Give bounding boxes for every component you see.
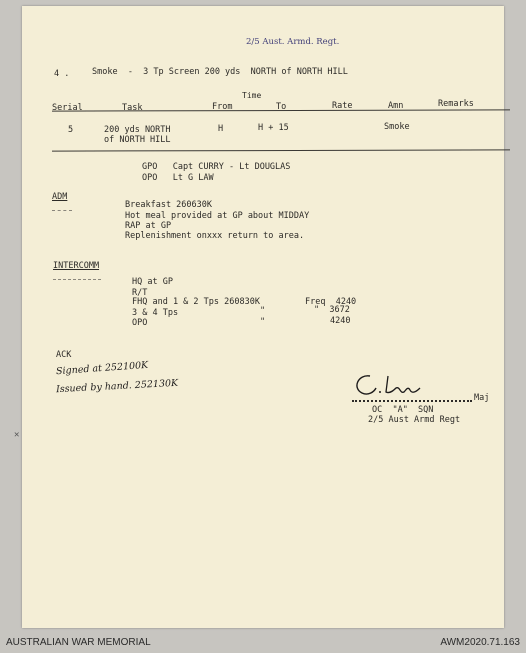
- adm-dash: [52, 210, 72, 211]
- document-page: [22, 6, 504, 628]
- gpo-line: GPO Capt CURRY - Lt DOUGLAS: [142, 162, 291, 172]
- footer-left: AUSTRALIAN WAR MEMORIAL: [6, 637, 151, 648]
- handwritten-signed: Signed at 252100K: [55, 359, 149, 378]
- col-rate: Rate: [332, 101, 353, 111]
- intercomm-row-3-label: OPO: [132, 318, 148, 328]
- item-number: 4 .: [54, 69, 70, 79]
- item-text: Smoke - 3 Tp Screen 200 yds NORTH of NORTH HILL: [92, 67, 348, 77]
- row-from: H: [218, 124, 224, 134]
- adm-line-1: Breakfast 260630K: [125, 200, 212, 210]
- regiment-header: 2/5 Aust. Armd. Regt.: [246, 37, 340, 47]
- handwritten-issued: Issued by hand. 252130K: [55, 377, 179, 396]
- signoff-line-1: OC "A" SQN: [372, 405, 434, 415]
- signature: [348, 368, 422, 400]
- col-from: From: [212, 102, 233, 112]
- adm-line-4: Replenishment onxxx return to area.: [125, 231, 305, 241]
- adm-line-2: Hot meal provided at GP about MIDDAY: [125, 211, 310, 221]
- row-amn: Smoke: [384, 122, 410, 132]
- pin-mark: ✕: [14, 430, 20, 440]
- time-header: Time: [242, 91, 262, 100]
- intercomm-row-3-freq: 4240: [330, 316, 351, 326]
- intercomm-hq: HQ at GP: [132, 277, 173, 287]
- table-bottom-rule: [52, 149, 510, 151]
- row-to: H + 15: [258, 123, 289, 133]
- adm-label: ADM: [52, 192, 68, 202]
- col-remarks: Remarks: [438, 99, 474, 109]
- intercomm-row-1-freq: Freq 4240: [305, 297, 357, 307]
- intercomm-row-2-freq: " 3672: [314, 305, 350, 315]
- intercomm-dash: [53, 279, 101, 280]
- row-serial: 5: [68, 125, 74, 135]
- ack-label: ACK: [56, 350, 72, 360]
- opo-line: OPO Lt G LAW: [142, 173, 214, 183]
- col-to: To: [276, 102, 287, 112]
- intercomm-row-1-label: FHQ and 1 & 2 Tps 260830K: [132, 297, 260, 307]
- col-serial: Serial: [52, 103, 83, 113]
- intercomm-row-3-ditto: ": [260, 317, 266, 327]
- intercomm-row-2-label: 3 & 4 Tps: [132, 308, 179, 318]
- adm-line-3: RAP at GP: [125, 221, 172, 231]
- intercomm-label: INTERCOMM: [53, 261, 100, 271]
- signature-line: [352, 400, 472, 402]
- row-task-line1: 200 yds NORTH: [104, 125, 171, 135]
- intercomm-rt: R/T: [132, 288, 148, 298]
- col-task: Task: [122, 103, 143, 113]
- signoff-line-2: 2/5 Aust Armd Regt: [368, 415, 461, 425]
- footer-right: AWM2020.71.163: [440, 637, 520, 648]
- row-task-line2: of NORTH HILL: [104, 135, 171, 145]
- signoff-rank: Maj: [474, 393, 490, 403]
- col-amn: Amn: [388, 101, 404, 111]
- intercomm-row-2-ditto: ": [260, 306, 266, 316]
